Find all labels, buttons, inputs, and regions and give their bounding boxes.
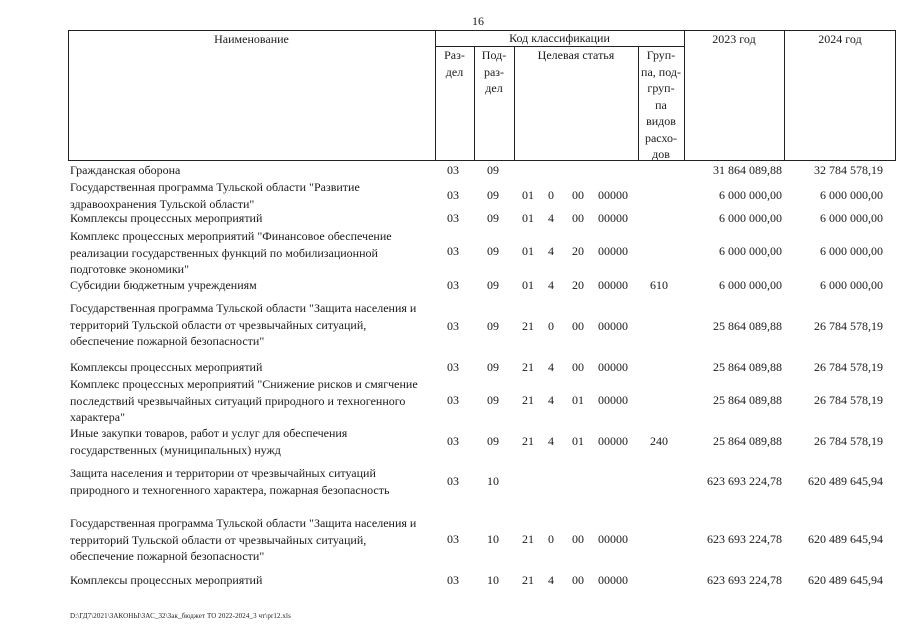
cell-y1: 623 693 224,78 [707, 532, 782, 546]
cell-pr: 09 [487, 360, 499, 374]
cell-c3: 00 [572, 188, 584, 202]
cell-c3: 01 [572, 434, 584, 448]
cell-y1: 31 864 089,88 [713, 163, 782, 177]
header-name: Наименование [214, 32, 289, 46]
cell-c4: 00000 [598, 278, 628, 292]
cell-y2: 26 784 578,19 [814, 360, 883, 374]
cell-rz: 03 [447, 319, 459, 333]
cell-y1: 623 693 224,78 [707, 573, 782, 587]
cell-rz: 03 [447, 393, 459, 407]
cell-y2: 620 489 645,94 [808, 474, 883, 488]
cell-c4: 00000 [598, 360, 628, 374]
page-number: 16 [472, 14, 484, 28]
cell-c4: 00000 [598, 211, 628, 225]
cell-c4: 00000 [598, 434, 628, 448]
header-year-2024: 2024 год [818, 32, 862, 46]
cell-y2: 620 489 645,94 [808, 573, 883, 587]
header-podrazdel-line: раз- [483, 64, 505, 79]
row-name: Субсидии бюджетным учреждениям [70, 278, 257, 292]
header-year-2023: 2023 год [712, 32, 756, 46]
header-classification: Код классификации [509, 31, 610, 45]
header-group-line: па [655, 97, 667, 112]
cell-pr: 10 [487, 474, 499, 488]
cell-y2: 6 000 000,00 [820, 211, 883, 225]
cell-y2: 26 784 578,19 [814, 319, 883, 333]
header-razdel-line: дел [445, 64, 464, 79]
cell-pr: 09 [487, 244, 499, 258]
cell-pr: 09 [487, 393, 499, 407]
row-name: Государственная программа Тульской области "Защита населения и территорий Тульской области от чрезвычайных ситуаций, обеспечение пожарной безопасности" [70, 516, 417, 563]
header-group-line: расхо- [644, 130, 678, 145]
cell-c1: 01 [522, 211, 534, 225]
cell-rz: 03 [447, 360, 459, 374]
cell-c3: 00 [572, 360, 584, 374]
header-podrazdel-line: дел [485, 81, 503, 95]
header-podrazdel-line: Под- [481, 48, 507, 62]
cell-vr: 240 [650, 434, 668, 448]
cell-c4: 00000 [598, 532, 628, 546]
row-name: Комплексы процессных мероприятий [70, 360, 263, 374]
row-name: Комплексы процессных мероприятий [70, 573, 263, 587]
row-name: Государственная программа Тульской области "Защита населения и территорий Тульской области от чрезвычайных ситуаций, обеспечение пожарной безопасности" [70, 301, 417, 348]
cell-rz: 03 [447, 474, 459, 488]
cell-y2: 620 489 645,94 [808, 532, 883, 546]
cell-pr: 09 [487, 278, 499, 292]
cell-c3: 20 [572, 244, 584, 258]
cell-c1: 01 [522, 188, 534, 202]
cell-c1: 21 [522, 319, 534, 333]
row-name: Иные закупки товаров, работ и услуг для обеспечения государственных (муниципальных) нужд [70, 426, 348, 457]
cell-c3: 00 [572, 532, 584, 546]
cell-y2: 6 000 000,00 [820, 278, 883, 292]
cell-c3: 20 [572, 278, 584, 292]
cell-c1: 21 [522, 532, 534, 546]
cell-y2: 26 784 578,19 [814, 434, 883, 448]
cell-c2: 4 [548, 573, 554, 587]
cell-c1: 01 [522, 244, 534, 258]
cell-c2: 4 [548, 360, 554, 374]
cell-c1: 21 [522, 573, 534, 587]
cell-c2: 0 [548, 532, 554, 546]
cell-c3: 00 [572, 573, 584, 587]
cell-y1: 623 693 224,78 [707, 474, 782, 488]
row-name: Комплекс процессных мероприятий "Финансовое обеспечение реализации государственных функций по мобилизационной подготовке экономики" [70, 229, 392, 276]
cell-rz: 03 [447, 244, 459, 258]
cell-c4: 00000 [598, 393, 628, 407]
cell-y1: 25 864 089,88 [713, 319, 782, 333]
cell-rz: 03 [447, 573, 459, 587]
header-group-line: видов [646, 114, 676, 128]
cell-pr: 10 [487, 573, 499, 587]
cell-c4: 00000 [598, 573, 628, 587]
cell-rz: 03 [447, 278, 459, 292]
cell-pr: 09 [487, 211, 499, 225]
cell-c2: 4 [548, 244, 554, 258]
header-target-article: Целевая статья [537, 48, 615, 62]
cell-c2: 4 [548, 393, 554, 407]
header-group-line: дов [652, 147, 670, 161]
cell-c1: 21 [522, 360, 534, 374]
cell-y1: 6 000 000,00 [719, 188, 782, 202]
row-name: Гражданская оборона [70, 163, 181, 177]
cell-c1: 01 [522, 278, 534, 292]
cell-y2: 26 784 578,19 [814, 393, 883, 407]
cell-vr: 610 [650, 278, 668, 292]
cell-y2: 6 000 000,00 [820, 244, 883, 258]
cell-y1: 25 864 089,88 [713, 434, 782, 448]
cell-c3: 00 [572, 319, 584, 333]
cell-c2: 0 [548, 319, 554, 333]
cell-rz: 03 [447, 188, 459, 202]
cell-c2: 4 [548, 278, 554, 292]
header-group-line: груп- [647, 81, 675, 95]
header-group-line: па, под- [641, 64, 681, 79]
cell-rz: 03 [447, 434, 459, 448]
cell-c1: 21 [522, 434, 534, 448]
row-name: Комплексы процессных мероприятий [70, 211, 263, 225]
cell-pr: 09 [487, 319, 499, 333]
cell-y1: 6 000 000,00 [719, 244, 782, 258]
header-group-line: Груп- [646, 48, 676, 62]
cell-c1: 21 [522, 393, 534, 407]
cell-y1: 25 864 089,88 [713, 393, 782, 407]
row-name: Государственная программа Тульской области "Развитие здравоохранения Тульской области" [70, 180, 360, 211]
cell-c2: 4 [548, 211, 554, 225]
cell-pr: 10 [487, 532, 499, 546]
cell-y1: 25 864 089,88 [713, 360, 782, 374]
cell-c3: 01 [572, 393, 584, 407]
cell-c2: 0 [548, 188, 554, 202]
cell-rz: 03 [447, 163, 459, 177]
cell-c4: 00000 [598, 244, 628, 258]
cell-y1: 6 000 000,00 [719, 211, 782, 225]
cell-y2: 32 784 578,19 [814, 163, 883, 177]
cell-rz: 03 [447, 211, 459, 225]
cell-c2: 4 [548, 434, 554, 448]
cell-y2: 6 000 000,00 [820, 188, 883, 202]
header-razdel-line: Раз- [444, 48, 465, 62]
row-name: Комплекс процессных мероприятий "Снижение рисков и смягчение последствий чрезвычайных ситуаций природного и техногенного характера" [70, 377, 418, 424]
cell-c4: 00000 [598, 188, 628, 202]
cell-pr: 09 [487, 434, 499, 448]
cell-y1: 6 000 000,00 [719, 278, 782, 292]
cell-c4: 00000 [598, 319, 628, 333]
file-path-footer: D:\ГД7\2021\ЗАКОНЫ\ЗАС_32\Зак_бюджет ТО 2022-2024_3 чт\pr12.xls [70, 612, 291, 620]
cell-c3: 00 [572, 211, 584, 225]
row-name: Защита населения и территории от чрезвычайных ситуаций природного и техногенного характера, пожарная безопасность [70, 466, 390, 497]
cell-pr: 09 [487, 163, 499, 177]
cell-rz: 03 [447, 532, 459, 546]
cell-pr: 09 [487, 188, 499, 202]
